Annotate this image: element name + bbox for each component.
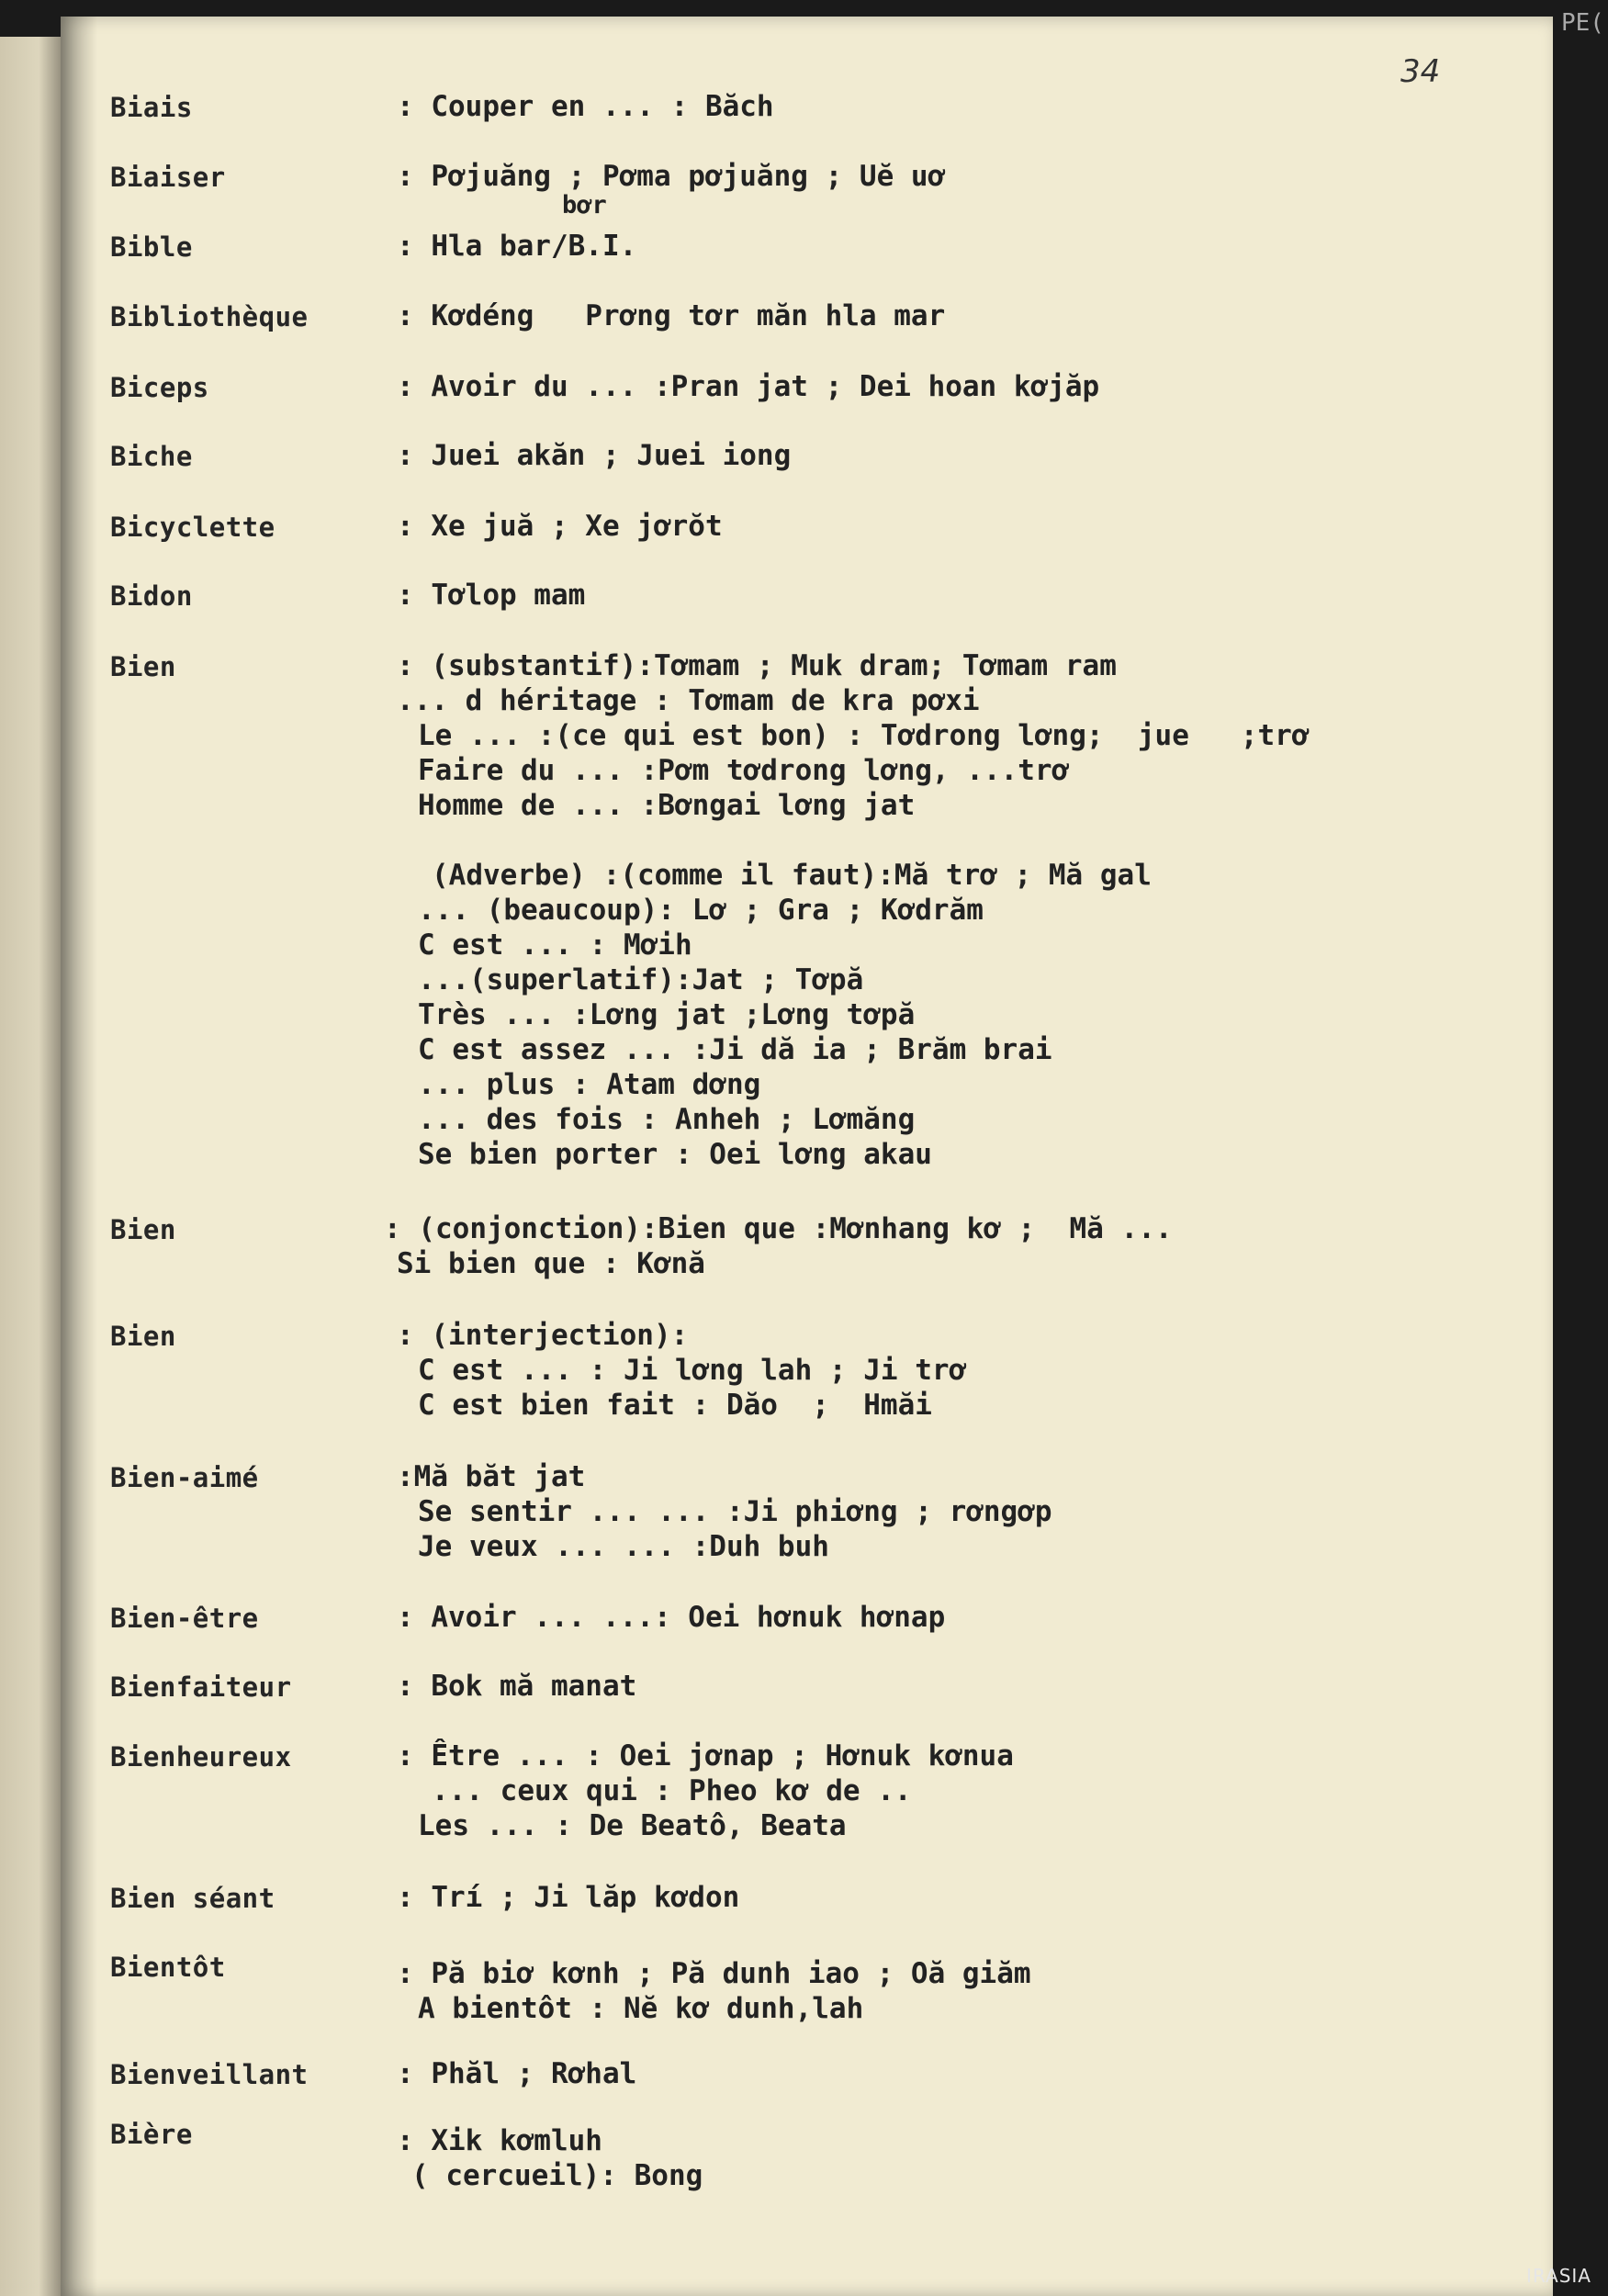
definition-line: ... d héritage : Tơmam de kra pơxi — [397, 684, 980, 717]
watermark: IRASIA — [1526, 2265, 1591, 2287]
definition-line: : (substantif):Tơmam ; Muk dram; Tơmam ram — [397, 649, 1117, 682]
definition-line: ... (beaucoup): Lơ ; Gra ; Kơdrăm — [418, 894, 984, 927]
definition-line: ... plus : Atam dơng — [418, 1068, 761, 1101]
headword: Bicyclette — [110, 512, 275, 543]
definition-line: C est ... : Ji lơng lah ; Ji trơ — [418, 1354, 967, 1387]
headword: Biceps — [110, 372, 209, 403]
definition-line: : Xik kơmluh — [397, 2124, 602, 2157]
definition-line: Très ... :Lơng jat ;Lơng tơpă — [418, 998, 916, 1031]
headword: Bientôt — [110, 1952, 226, 1983]
definition-line: : Juei akăn ; Juei iong — [397, 439, 792, 472]
headword: Bidon — [110, 580, 193, 612]
definition-line: : (conjonction):Bien que :Mơnhang kơ ; Mă ... — [384, 1212, 1173, 1245]
definition-line: ...(superlatif):Jat ; Tơpă — [418, 963, 864, 996]
definition-line: ( cercueil): Bong — [411, 2159, 703, 2192]
headword: Bière — [110, 2119, 193, 2150]
definition-line: : Kơdéng Prơng tơr măn hla mar — [397, 299, 946, 332]
headword: Bien-aimé — [110, 1462, 259, 1493]
definition-line: : Avoir ... ...: Oei hơnuk hơnap — [397, 1601, 946, 1634]
definition-line: : Couper en ... : Băch — [397, 90, 774, 123]
definition-line: (Adverbe) :(comme il faut):Mă trơ ; Mă gal — [432, 859, 1152, 892]
headword: Bibliothèque — [110, 301, 309, 332]
headword: Bible — [110, 231, 193, 263]
definition-line: Homme de ... :Bơngai lơng jat — [418, 789, 916, 822]
definition-line: : Tơlop mam — [397, 579, 586, 612]
definition-line: Se sentir ... ... :Ji phiơng ; rơngơp — [418, 1495, 1052, 1528]
headword: Bien — [110, 1321, 176, 1352]
definition-line: : Hla bar/B.I. — [397, 230, 637, 263]
headword: Bien — [110, 651, 176, 682]
headword: Biais — [110, 92, 193, 123]
definition-line: : (interjection): — [397, 1319, 689, 1352]
headword: Bien — [110, 1214, 176, 1245]
definition-line: C est bien fait : Dăo ; Hmăi — [418, 1389, 932, 1422]
gutter-shadow — [61, 17, 97, 2296]
definition-line: Faire du ... :Pơm tơdrong lơng, ...trơ — [418, 754, 1070, 787]
headword: Bienheureux — [110, 1741, 292, 1773]
definition-line: Les ... : De Beatô, Beata — [418, 1809, 847, 1842]
definition-line: : Xe juă ; Xe jơrŏt — [397, 510, 723, 543]
corner-mark: PE( — [1561, 9, 1604, 37]
headword: Bien séant — [110, 1883, 275, 1914]
definition-line: C est assez ... :Ji dă ia ; Brăm brai — [418, 1033, 1052, 1066]
definition-line: ... des fois : Anheh ; Lơmăng — [418, 1103, 916, 1136]
definition-line: : Trí ; Ji lăp kơdon — [397, 1881, 740, 1914]
definition-line: A bientôt : Nĕ kơ dunh,lah — [418, 1992, 864, 2025]
definition-line: : Phăl ; Rơhal — [397, 2057, 637, 2090]
definition-line: Si bien que : Kơnă — [397, 1247, 705, 1280]
definition-line: : Pơjuăng ; Pơma pơjuăng ; Uĕ uơ — [397, 160, 946, 193]
headword: Biaiser — [110, 162, 226, 193]
left-page-edge — [0, 37, 64, 2296]
page-number: 34 — [1400, 53, 1441, 90]
definition-line: Se bien porter : Oei lơng akau — [418, 1138, 932, 1171]
definition-line: Je veux ... ... :Duh buh — [418, 1530, 829, 1563]
headword: Bien-être — [110, 1603, 259, 1634]
definition-line: : Avoir du ... :Pran jat ; Dei hoan kơjăp — [397, 370, 1100, 403]
definition-line: :Mă băt jat — [397, 1460, 586, 1493]
headword: Biche — [110, 441, 193, 472]
definition-line: C est ... : Mơih — [418, 929, 692, 962]
definition-line: : Être ... : Oei jơnap ; Hơnuk kơnua — [397, 1739, 1014, 1773]
headword: Bienfaiteur — [110, 1671, 292, 1703]
definition-line: bơr — [562, 191, 607, 219]
definition-line: : Bok mă manat — [397, 1670, 637, 1703]
definition-line: ... ceux qui : Pheo kơ de .. — [432, 1774, 912, 1807]
definition-line: : Pă biơ kơnh ; Pă dunh iao ; Oă giăm — [397, 1957, 1031, 1990]
headword: Bienveillant — [110, 2059, 309, 2090]
definition-line: Le ... :(ce qui est bon) : Tơdrong lơng; jue ;trơ — [418, 719, 1310, 752]
